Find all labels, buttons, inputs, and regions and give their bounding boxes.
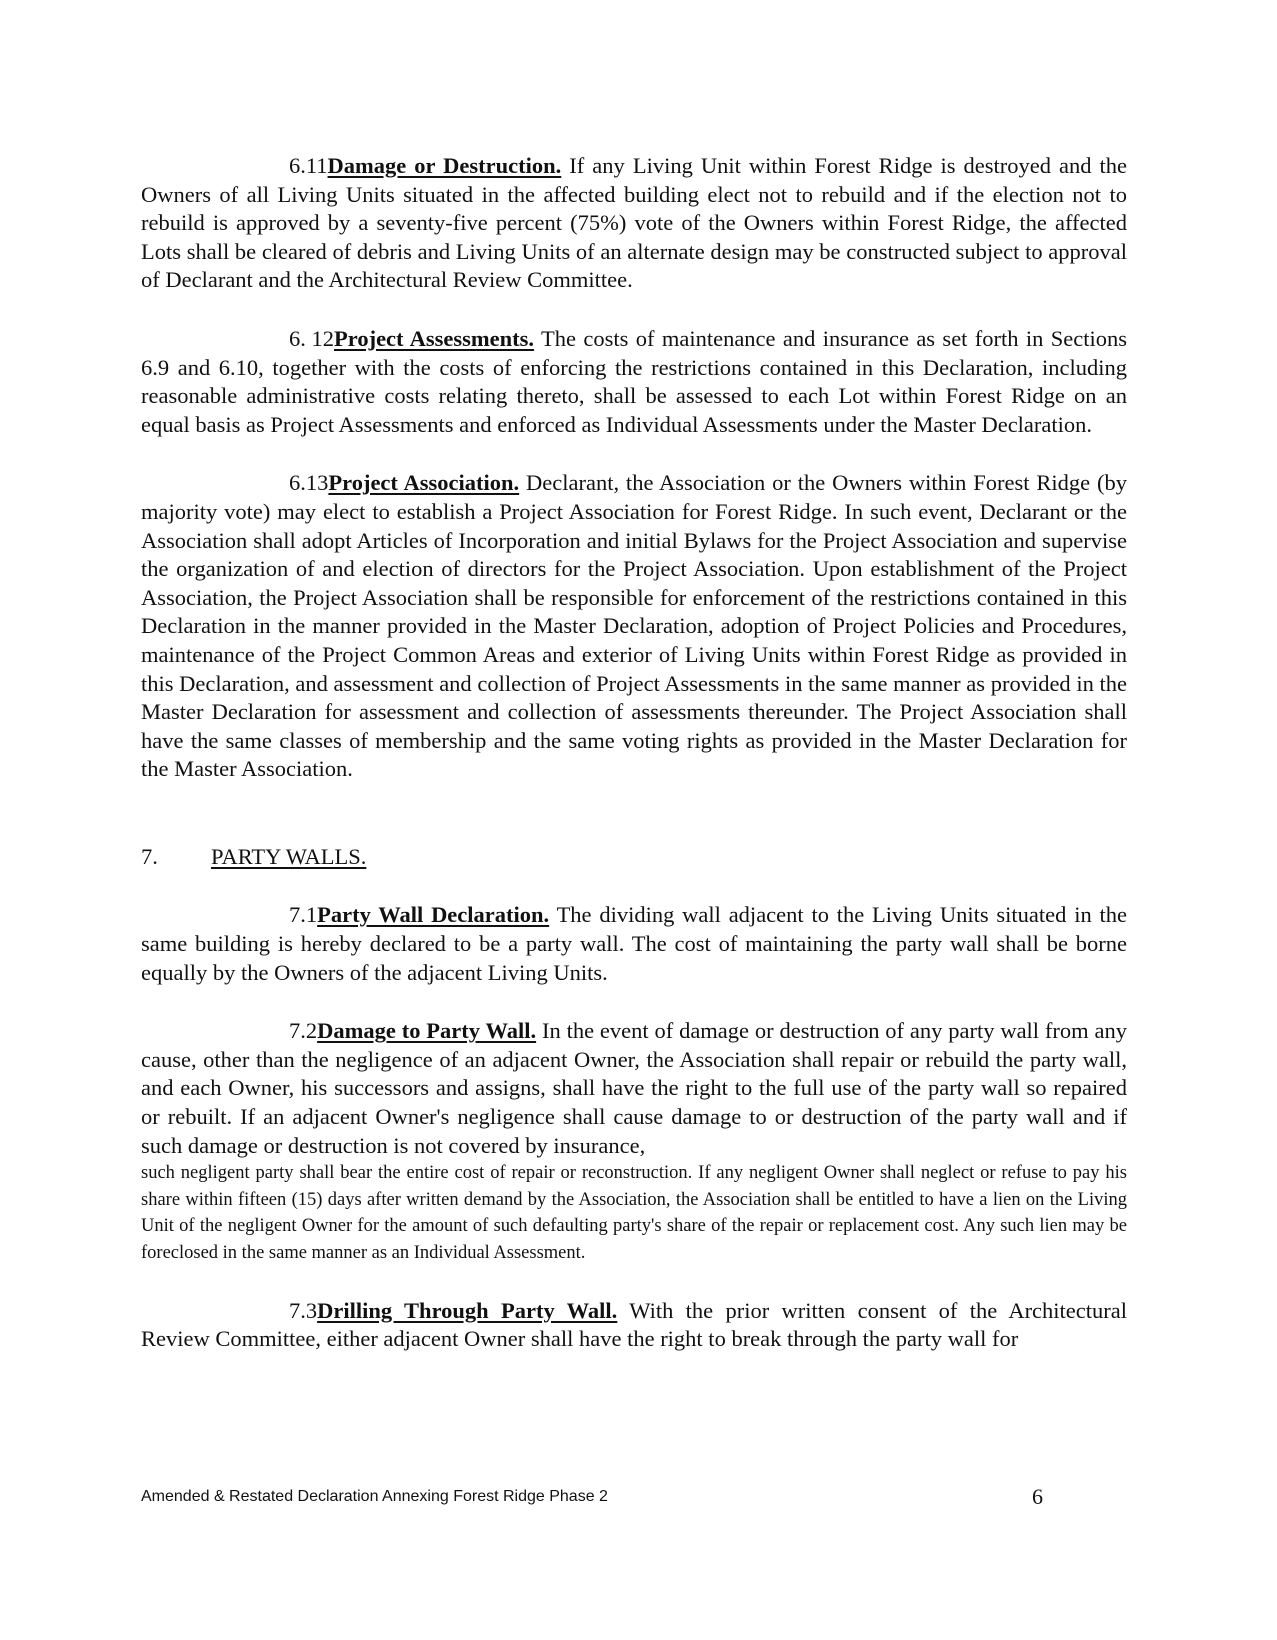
section-heading: Project Assessments. (334, 325, 535, 351)
section-heading: Project Association. (328, 470, 520, 496)
section-heading: Damage to Party Wall. (317, 1018, 537, 1044)
section-heading: Damage or Destruction. (327, 153, 562, 178)
section-body: Declarant, the Association or the Owners within Forest Ridge (by majority vote) may elect to establish a Project Association for Forest Ridge. In such event, Declarant or the Association shall adopt Articles of Incorporation and initial Bylaws for the Project Association and supervise the organization of and election of directors for the Project Association. Upon establishment of the Project Association, the Project Association shall be responsible for enforcement of the restrictions contained in this Declaration in the manner provided in the Master Declaration, adoption of Project Policies and Procedures, maintenance of the Project Common Areas and exterior of Living Units within Forest Ridge as provided in this Declaration, and assessment and collection of Project Assessments in the same manner as provided in the Master Declaration for assessment and collection of assessments thereunder. The Project Association shall have the same classes of membership and the same voting rights as provided in the Master Declaration for the Master Association. (141, 470, 1127, 782)
section-body: If any Living Unit within Forest Ridge is destroyed and the Owners of all Living Units situated in the affected building elect not to rebuild and if the election not to rebuild is approved by a seventy-five percent (75%) vote of the Owners within Forest Ridge, the affected Lots shall be cleared of debris and Living Units of an alternate design may be constructed subject to approval of Declarant and the Architectural Review Committee. (141, 153, 1127, 293)
section-7-2-continued: such negligent party shall bear the entire cost of repair or reconstruction. If any negligent Owner shall neglect or refuse to pay his share within fifteen (15) days after written demand by the Association, the Association shall be entitled to have a lien on the Living Unit of the negligent Owner for the amount of such defaulting party's share of the repair or replacement cost. Any such lien may be foreclosed in the same manner as an Individual Assessment. (141, 1163, 1127, 1263)
section-number: 6.11 (289, 153, 328, 178)
section-number: 6.13 (289, 470, 329, 496)
page-footer (141, 1484, 1043, 1510)
section-number: 7.3 (289, 1297, 318, 1323)
section-number: 7.1 (289, 902, 318, 928)
section-title: PARTY WALLS. (211, 843, 367, 869)
section-7-1 (141, 901, 1127, 987)
section-number: 7. (141, 843, 158, 869)
section-6-13 (141, 469, 1127, 784)
section-heading: Party Wall Declaration. (317, 902, 550, 928)
section-number: 7.2 (289, 1018, 318, 1044)
section-body: With the prior written consent of the Architectural Review Committee, either adjacent Owner shall have the right to break through the party wall for (141, 1297, 1128, 1352)
section-body: The dividing wall adjacent to the Living Units situated in the same building is hereby declared to be a party wall. The cost of maintaining the party wall shall be borne equally by the Owners of the adjacent Living Units. (141, 902, 1128, 985)
footer-document-title: Amended & Restated Declaration Annexing Forest Ridge Phase 2 (141, 1488, 608, 1505)
section-6-11 (141, 152, 1127, 295)
page-number: 6 (1032, 1484, 1043, 1509)
section-6-12 (141, 325, 1127, 439)
section-7-3 (141, 1297, 1127, 1354)
section-number: 6. 12 (289, 325, 334, 351)
document-body (141, 152, 1127, 1354)
section-7-2 (141, 1017, 1127, 1160)
section-7-heading (141, 843, 1127, 872)
section-heading: Drilling Through Party Wall. (317, 1297, 618, 1323)
section-body: The costs of maintenance and insurance as set forth in Sections 6.9 and 6.10, together with the costs of enforcing the restrictions contained in this Declaration, including reasonable administrative costs relating thereto, shall be assessed to each Lot within Forest Ridge on an equal basis as Project Assessments and enforced as Individual Assessments under the Master Declaration. (141, 325, 1128, 437)
section-body: In the event of damage or destruction of any party wall from any cause, other than the negligence of an adjacent Owner, the Association shall repair or rebuild the party wall, and each Owner, his successors and assigns, shall have the right to the full use of the party wall so repaired or rebuilt. If an adjacent Owner's negligence shall cause damage to or destruction of the party wall and if such damage or destruction is not covered by insurance, (141, 1018, 1127, 1158)
